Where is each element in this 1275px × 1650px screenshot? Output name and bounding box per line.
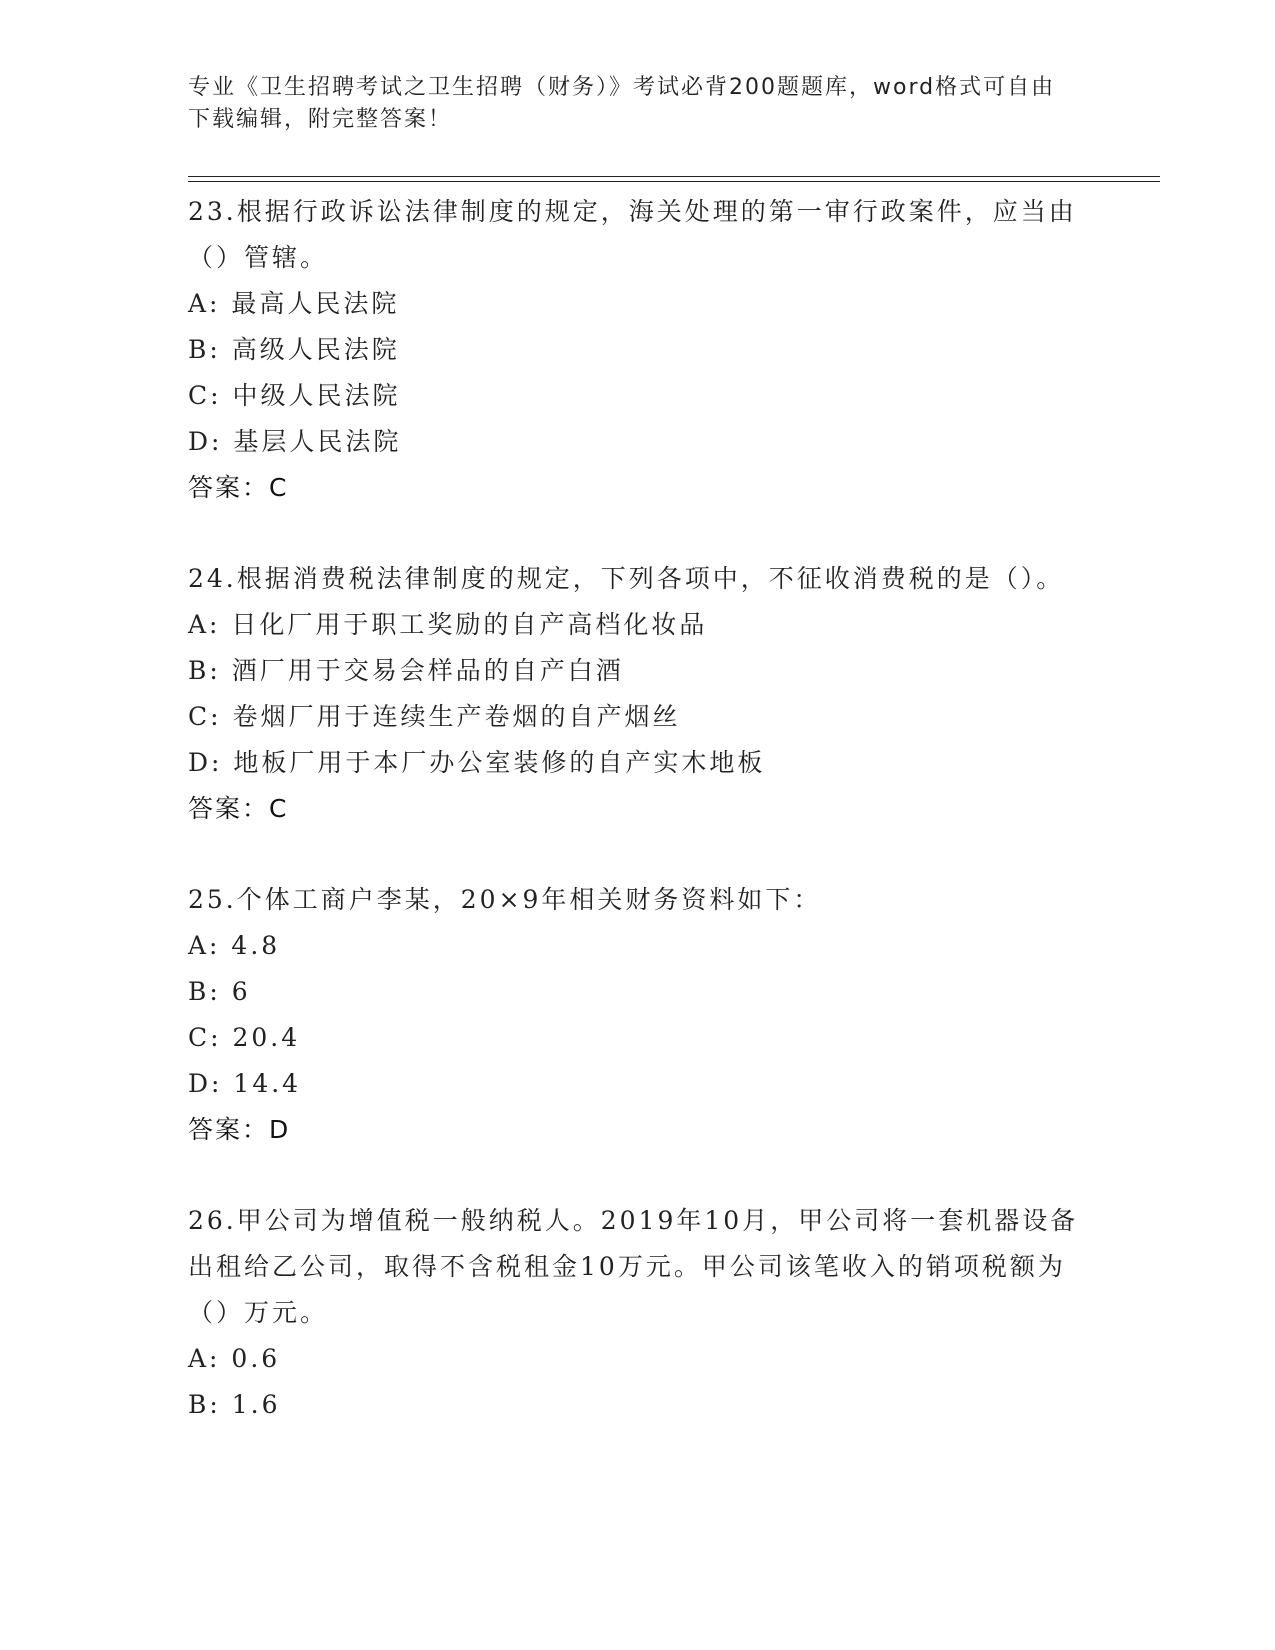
answer: 答案：C [188, 794, 289, 823]
option-b: B: 6 [188, 977, 251, 1006]
question-text: 23.根据行政诉讼法律制度的规定，海关处理的第一审行政案件，应当由（）管辖。 [188, 197, 1077, 272]
question-text: 25.个体工商户李某，20×9年相关财务资料如下： [188, 885, 822, 914]
option-c: C: 20.4 [188, 1023, 301, 1052]
answer: 答案：D [188, 1115, 291, 1144]
option-a: A: 4.8 [188, 931, 281, 960]
option-b: B: 1.6 [188, 1390, 281, 1419]
question-25 [188, 877, 1088, 1153]
option-c: C: 卷烟厂用于连续生产卷烟的自产烟丝 [188, 702, 681, 731]
question-23 [188, 189, 1088, 511]
question-26 [188, 1198, 1088, 1428]
option-d: D: 基层人民法院 [188, 427, 402, 456]
option-a: A: 0.6 [188, 1344, 281, 1373]
option-b: B: 高级人民法院 [188, 335, 400, 364]
question-text: 24.根据消费税法律制度的规定，下列各项中，不征收消费税的是（）。 [188, 564, 1065, 593]
document-header: 专业《卫生招聘考试之卫生招聘（财务）》考试必背200题题库，word格式可自由下载编辑，附完整答案！ [188, 75, 1056, 132]
option-b: B: 酒厂用于交易会样品的自产白酒 [188, 656, 624, 685]
option-a: A: 最高人民法院 [188, 289, 400, 318]
question-text: 26.甲公司为增值税一般纳税人。2019年10月，甲公司将一套机器设备出租给乙公司，取得不含税租金10万元。甲公司该笔收入的销项税额为（）万元。 [188, 1206, 1079, 1327]
option-d: D: 14.4 [188, 1069, 302, 1098]
header-divider-bottom [188, 181, 1160, 182]
question-list [188, 189, 1088, 1473]
option-d: D: 地板厂用于本厂办公室装修的自产实木地板 [188, 748, 766, 777]
option-c: C: 中级人民法院 [188, 381, 401, 410]
header-divider-top [188, 176, 1160, 177]
answer: 答案：C [188, 473, 289, 502]
option-a: A: 日化厂用于职工奖励的自产高档化妆品 [188, 610, 708, 639]
question-24 [188, 556, 1088, 832]
